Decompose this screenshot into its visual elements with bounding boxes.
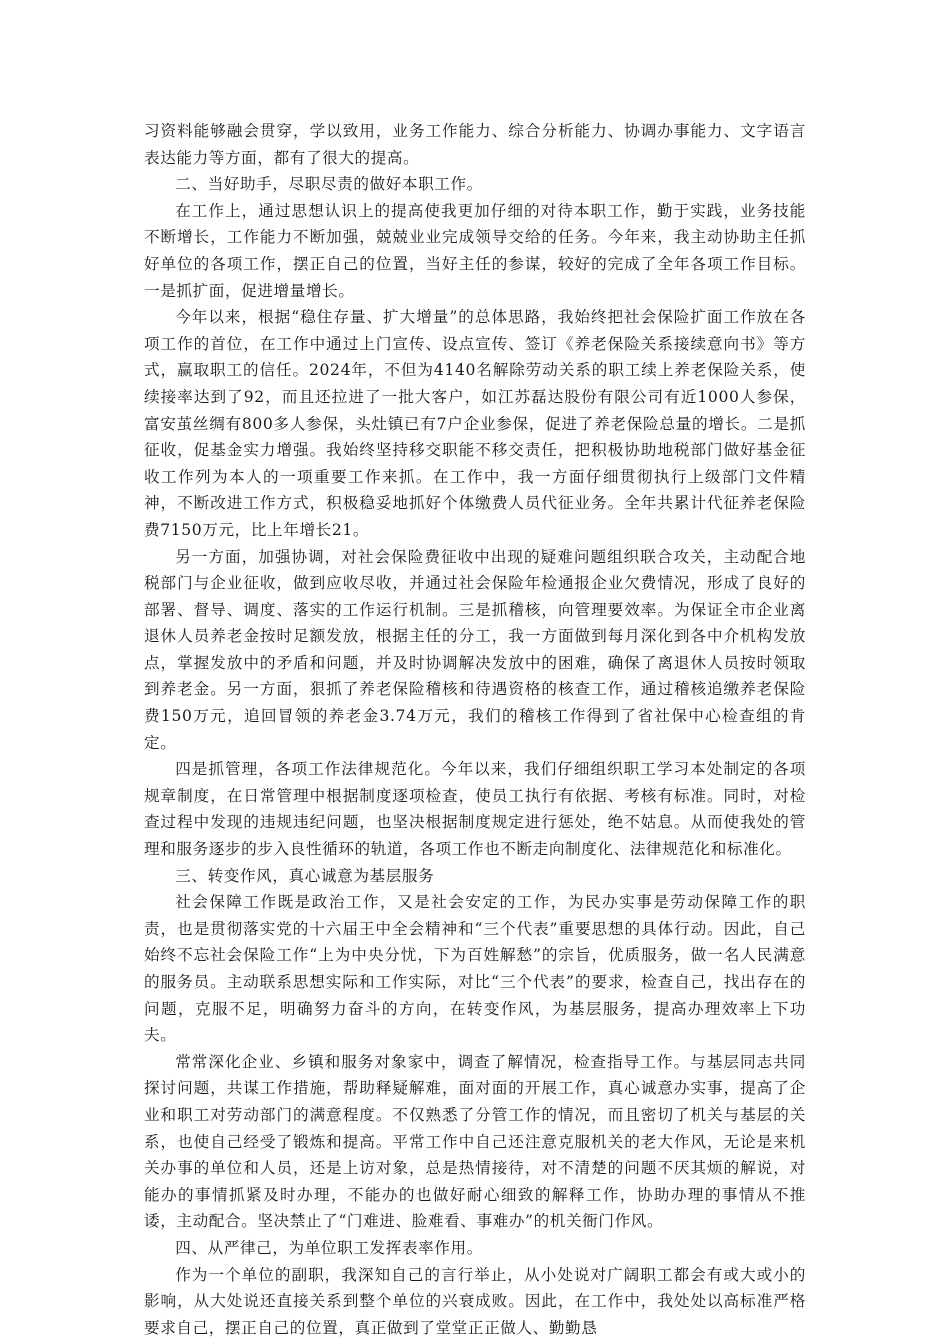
section-heading-4: 四、从严律己，为单位职工发挥表率作用。	[175, 1238, 483, 1257]
paragraph-6: 四是抓管理，各项工作法律规范化。今年以来，我们仔细组织职工学习本处制定的各项规章制度，在日常管理中根据制度逐项检查，使员工执行有依据、考核有标准。同时，对检查过程中发现的违规违纪问题，也坚决根据制度规定进行惩处，绝不姑息。从而使我处的管理和服务逐步的步入良性循环的轨道，各项工作也不断走向制度化、法律规范化和标准化。	[144, 760, 806, 859]
paragraph-11: 作为一个单位的副职，我深知自己的言行举止，从小处说对广阔职工都会有或大或小的影响，从大处说还直接关系到整个单位的兴衰成败。因此，在工作中，我处处以高标准严格要求自己，摆正自己的位置，真正做到了堂堂正正做人、勤勤恳	[144, 1265, 806, 1337]
paragraph-4: 今年以来，根据“稳住存量、扩大增量”的总体思路，我始终把社会保险扩面工作放在各项工作的首位，在工作中通过上门宣传、设点宣传、签订《养老保险关系接续意向书》等方式，赢取职工的信任。2024年，不但为4140名解除劳动关系的职工续上养老保险关系，使续接率达到了92，而且还拉进了一批大客户，如江苏磊达股份有限公司有近1000人参保，富安茧丝绸有800多人参保，头灶镇已有7户企业参保，促进了养老保险总量的增长。二是抓征收，促基金实力增强。我始终坚持移交职能不移交责任，把积极协助地税部门做好基金征收工作列为本人的一项重要工作来抓。在工作中，我一方面仔细贯彻执行上级部门文件精神，不断改进工作方式，积极稳妥地抓好个体缴费人员代征业务。全年共累计代征养老保险费7150万元，比上年增长21。	[144, 308, 806, 539]
section-heading-2: 二、当好助手，尽职尽责的做好本职工作。	[175, 175, 483, 194]
section-heading-3: 三、转变作风，真心诚意为基层服务	[175, 866, 435, 885]
paragraph-8: 社会保障工作既是政治工作，又是社会安定的工作，为民办实事是劳动保障工作的职责，也是贯彻落实党的十六届王中全会精神和“三个代表”重要思想的具体行动。因此，自己始终不忘社会保险工作“上为中央分忧，下为百姓解愁”的宗旨，优质服务，做一名人民满意的服务员。主动联系思想实际和工作实际，对比“三个代表”的要求，检查自己，找出存在的问题，克服不足，明确努力奋斗的方向，在转变作风，为基层服务，提高办理效率上下功夫。	[144, 893, 806, 1045]
paragraph-1: 习资料能够融会贯穿，学以致用，业务工作能力、综合分析能力、协调办事能力、文字语言表达能力等方面，都有了很大的提高。	[144, 122, 806, 167]
paragraph-5: 另一方面，加强协调，对社会保险费征收中出现的疑难问题组织联合攻关，主动配合地税部门与企业征收，做到应收尽收，并通过社会保险年检通报企业欠费情况，形成了良好的部署、督导、调度、落实的工作运行机制。三是抓稽核，向管理要效率。为保证全市企业离退休人员养老金按时足额发放，根据主任的分工，我一方面做到每月深化到各中介机构发放点，掌握发放中的矛盾和问题，并及时协调解决发放中的困难，确保了离退休人员按时领取到养老金。另一方面，狠抓了养老保险稽核和待遇资格的核查工作，通过稽核追缴养老保险费150万元，追回冒领的养老金3.74万元，我们的稽核工作得到了省社保中心检查组的肯定。	[144, 547, 806, 752]
paragraph-9: 常常深化企业、乡镇和服务对象家中，调查了解情况，检查指导工作。与基层同志共同探讨问题，共谋工作措施，帮助释疑解难，面对面的开展工作，真心诚意办实事，提高了企业和职工对劳动部门的满意程度。不仅熟悉了分管工作的情况，而且密切了机关与基层的关系，也使自己经受了锻炼和提高。平常工作中自己还注意克服机关的老大作风，无论是来机关办事的单位和人员，还是上访对象，总是热情接待，对不清楚的问题不厌其烦的解说，对能办的事情抓紧及时办理，不能办的也做好耐心细致的解释工作，协助办理的事情从不推诿，主动配合。坚决禁止了“门难进、脸难看、事难办”的机关衙门作风。	[144, 1052, 806, 1231]
document-page	[144, 118, 806, 1341]
paragraph-3: 在工作上，通过思想认识上的提高使我更加仔细的对待本职工作，勤于实践，业务技能不断增长，工作能力不断加强，兢兢业业完成领导交给的任务。今年来，我主动协助主任抓好单位的各项工作，摆正自己的位置，当好主任的参谋，较好的完成了全年各项工作目标。一是抓扩面，促进增量增长。	[144, 201, 806, 300]
